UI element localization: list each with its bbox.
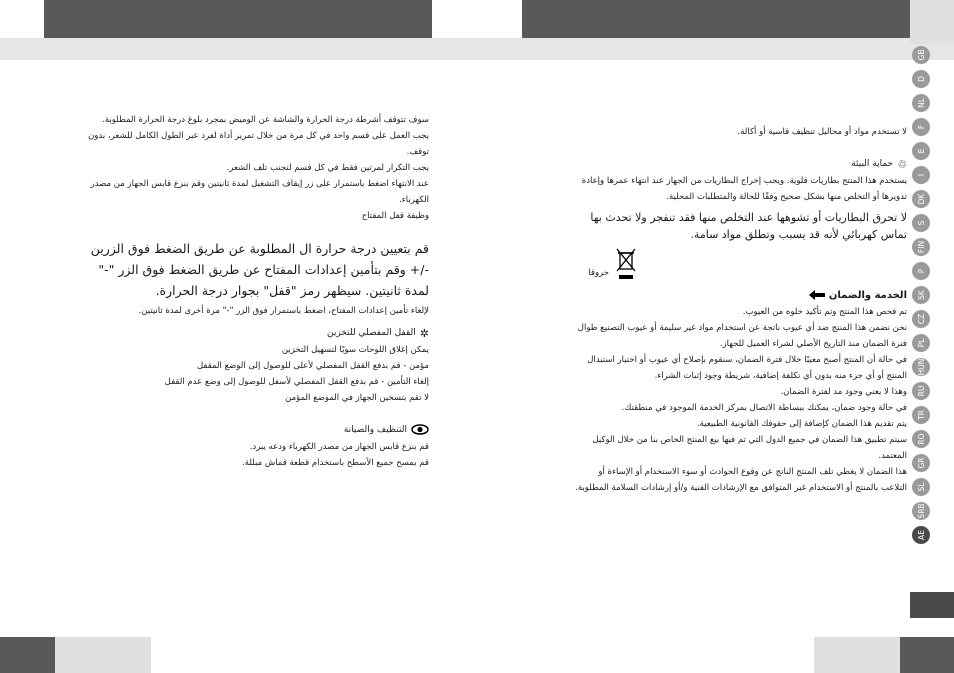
crossed-bin-icon <box>615 247 637 281</box>
paragraph: هذا الضمان لا يغطي تلف المنتج الناتج عن وقوع الحوادث أو سوء الاستخدام أو الإساءة أو التلاعب بالمنتج أو الاستخدام غير المتوافق مع الإرشادات الفنية و/أو إرشادات السلامة المطلوبة. <box>575 467 907 493</box>
arrow-left-icon <box>809 290 825 302</box>
language-tab-d[interactable]: D <box>912 70 930 88</box>
paragraph: مؤمن - قم بدفع القفل المفصلي لأعلى للوصول إلى الوضع المقفل <box>196 361 429 371</box>
paragraph: لا تقم بتسخين الجهاز في الموضع المؤمن <box>285 393 429 403</box>
language-tab-ae[interactable]: AE <box>912 526 930 544</box>
storage-heading <box>86 325 429 342</box>
side-top-block <box>910 0 954 44</box>
language-tab-cz[interactable]: CZ <box>912 310 930 328</box>
language-tabs <box>910 46 932 550</box>
language-tab-s[interactable]: S <box>912 214 930 232</box>
language-tab-nl[interactable]: NL <box>912 94 930 112</box>
paragraph: يستخدم هذا المنتج بطاريات قلوية. ويجب إخراج البطاريات من الجهاز عند انتهاء عمرها وإعادة تدويرها أو التخلص منها بشكل صحيح وفقًا للحالة والمتطلبات المحلية. <box>581 176 907 202</box>
paragraph: وهذا لا يعني وجود مد لفترة الضمان. <box>780 387 907 397</box>
language-tab-p[interactable]: P <box>912 262 930 280</box>
paragraph: يجب العمل على قسم واحد في كل مرة من خلال تمرير أداة لفرد عبر الطول الكامل للشعر، بدون توقف. <box>88 131 429 157</box>
recycle-icon: ♲ <box>897 158 907 171</box>
cleaning-heading-text: التنظيف والصيانة <box>343 425 407 435</box>
language-tab-fin[interactable]: FIN <box>912 238 930 256</box>
storage-heading-text: القفل المفصلي للتخزين <box>327 328 416 338</box>
language-tab-gr[interactable]: GR <box>912 454 930 472</box>
disposal-label: حروقا <box>588 268 609 278</box>
left-header-bar <box>44 0 432 38</box>
right-header-bar <box>522 0 910 38</box>
cleaning-heading <box>86 422 429 439</box>
paragraph: سيتم تطبيق هذا الضمان في جميع الدول التي تم فيها بيع المنتج الخاص بنا من خلال الوكيل المعتمد. <box>592 435 907 461</box>
paragraph: يجب التكرار لمرتين فقط في كل قسم لتجنب تلف الشعر. <box>226 163 429 173</box>
language-tab-sl[interactable]: SL <box>912 478 930 496</box>
left-page <box>86 112 429 471</box>
disposal-row <box>572 247 637 281</box>
paragraph: قم بمسح جميع الأسطح باستخدام قطعة قماش مبللة. <box>242 458 429 468</box>
paragraph: في حالة وجود ضمان، يمكنك ببساطة الاتصال بمركز الخدمة الموجود في منطقتك. <box>621 403 907 413</box>
left-footer-dark <box>0 637 55 673</box>
service-heading-text: الخدمة والضمان <box>828 290 907 301</box>
section-title-key-lock: وظيفة قفل المفتاح <box>361 211 429 221</box>
sun-lock-icon: ✲ <box>419 327 429 340</box>
environment-heading <box>572 156 907 173</box>
language-tab-dk[interactable]: DK <box>912 190 930 208</box>
paragraph: قم بنزع قابس الجهاز من مصدر الكهرباء ودعه يبرد. <box>249 442 429 452</box>
right-footer-dark <box>900 637 954 673</box>
language-tab-f[interactable]: F <box>912 118 930 136</box>
language-tab-tr[interactable]: TR <box>912 406 930 424</box>
language-tab-ru[interactable]: RU <box>912 382 930 400</box>
language-tab-gb[interactable]: GB <box>912 46 930 64</box>
service-heading <box>572 287 907 304</box>
paragraph: يمكن إغلاق اللوحات سويًا لتسهيل التخزين <box>281 345 429 355</box>
right-footer-light <box>814 637 900 673</box>
paragraph: تم فحص هذا المنتج وتم تأكيد خلوه من العيوب. <box>742 307 907 317</box>
paragraph: يتم تقديم هذا الضمان كإضافة إلى حقوقك القانونية الطبيعية. <box>696 419 907 429</box>
language-tab-hun[interactable]: HUN <box>912 358 930 376</box>
paragraph: لإلغاء تأمين إعدادات المفتاح، اضغط باستمرار فوق الزر "-" مرة أخرى لمدة ثانيتين. <box>138 306 429 316</box>
language-tab-e[interactable]: E <box>912 142 930 160</box>
eye-icon <box>411 424 429 437</box>
language-tab-ro[interactable]: RO <box>912 430 930 448</box>
language-tab-srb[interactable]: SRB <box>912 502 930 520</box>
language-tab-pl[interactable]: PL <box>912 334 930 352</box>
paragraph: لا تستخدم مواد أو محاليل تنظيف قاسية أو أكالة. <box>737 127 907 137</box>
left-footer-light <box>55 637 151 673</box>
key-lock-instructions: قم بتعيين درجة حرارة ال المطلوبة عن طريق الضغط فوق الزرين -/+ وقم بتأمين إعدادات المفتاح عن طريق الضغط فوق الزر "-" لمدة ثانيتين. سيظهر رمز "قفل" بجوار درجة الحرارة. <box>90 241 429 298</box>
language-tab-i[interactable]: I <box>912 166 930 184</box>
battery-warning: لا تحرق البطاريات أو تشوهها عند التخلص منها فقد تنفجر ولا تحدث بها تماس كهربائي لأنه قد يسبب وتطلق مواد سامة. <box>590 211 907 241</box>
language-tab-sk[interactable]: SK <box>912 286 930 304</box>
paragraph: سوف تتوقف أشرطة درجة الحرارة والشاشة عن الوميض بمجرد بلوغ درجة الحرارة المطلوبة. <box>102 115 429 125</box>
right-page <box>572 124 907 496</box>
paragraph: إلغاء التأمين - قم بدفع القفل المفصلي لأسفل للوصول إلى وضع عدم القفل <box>164 377 429 387</box>
top-grey-strip <box>0 38 954 60</box>
active-language-tab-bg <box>910 592 954 618</box>
paragraph: نحن نضمن هذا المنتج ضد أي عيوب ناتجة عن استخدام مواد غير سليمة أو عيوب التصنيع طوال فترة الضمان منذ التاريخ الأصلي لشراء العميل للجهاز. <box>577 323 907 349</box>
paragraph: في حالة أن المنتج أصبح معيبًا خلال فترة الضمان، سنقوم بإصلاح أي عيوب أو اختيار استبدال المنتج أو أي جزء منه بدون أي تكلفة إضافية، شريطة وجود إثبات الشراء. <box>587 355 907 381</box>
environment-heading-text: حماية البيئة <box>851 159 894 169</box>
paragraph: عند الانتهاء اضغط باستمرار على زر إيقاف التشغيل لمدة ثانيتين وقم بنزع قابس الجهاز من مصدر الكهرباء. <box>90 179 429 205</box>
